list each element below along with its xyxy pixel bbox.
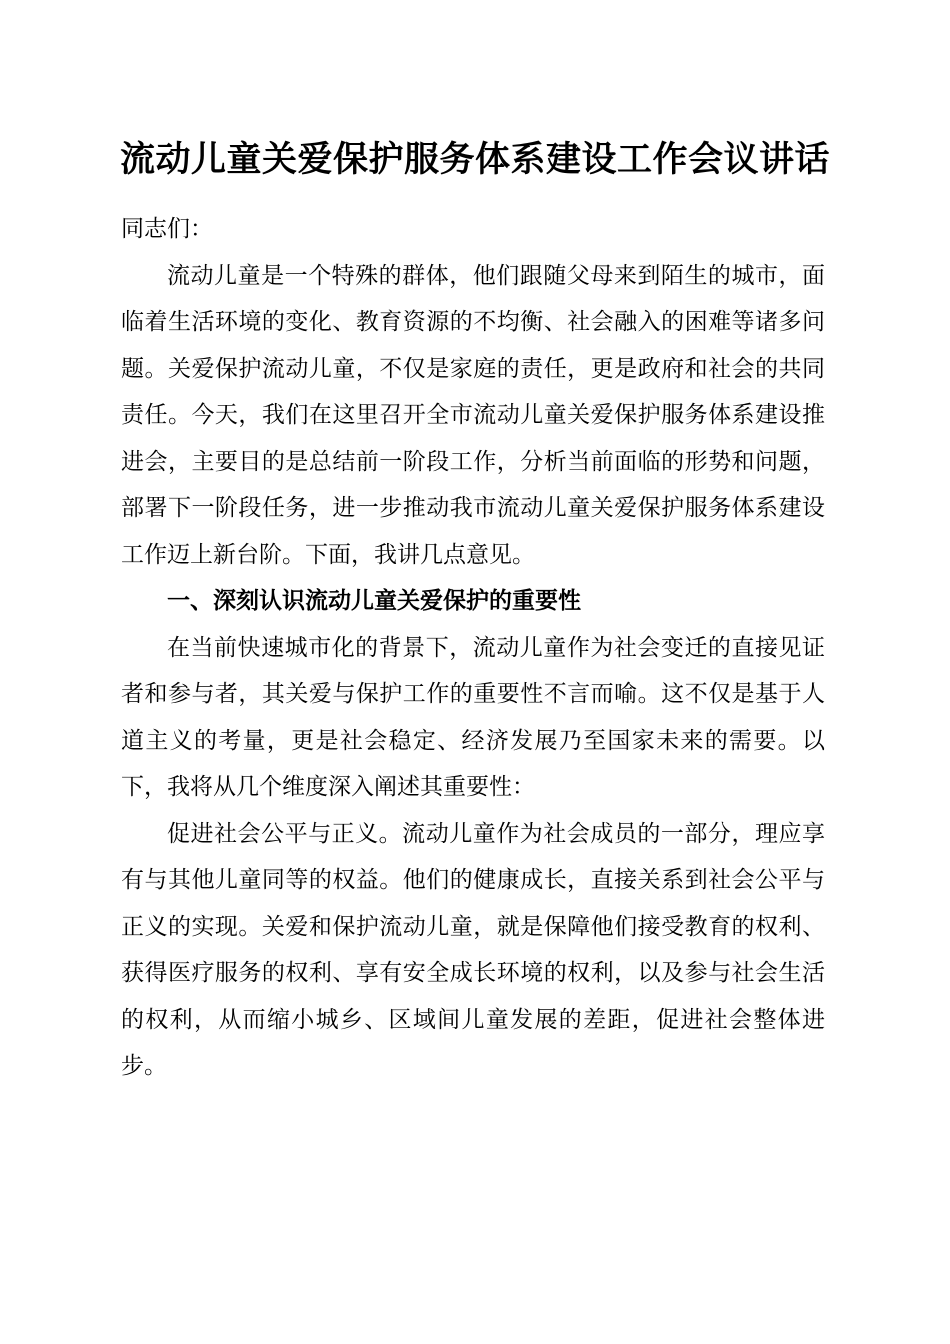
paragraph-intro: 流动儿童是一个特殊的群体，他们跟随父母来到陌生的城市，面临着生活环境的变化、教育资源的不均衡、社会融入的困难等诸多问题。关爱保护流动儿童，不仅是家庭的责任，更是政府和社会的共同责任。今天，我们在这里召开全市流动儿童关爱保护服务体系建设推进会，主要目的是总结前一阶段工作，分析当前面临的形势和问题，部署下一阶段任务，进一步推动我市流动儿童关爱保护服务体系建设工作迈上新台阶。下面，我讲几点意见。: [121, 262, 825, 568]
document-body: [121, 206, 825, 1090]
section-heading-1: 一、深刻认识流动儿童关爱保护的重要性: [167, 588, 581, 614]
document-title: 流动儿童关爱保护服务体系建设工作会议讲话: [119, 139, 830, 180]
salutation: 同志们：: [121, 216, 213, 242]
paragraph-fairness: 促进社会公平与正义。流动儿童作为社会成员的一部分，理应享有与其他儿童同等的权益。他们的健康成长，直接关系到社会公平与正义的实现。关爱和保护流动儿童，就是保障他们接受教育的权利、获得医疗服务的权利、享有安全成长环境的权利，以及参与社会生活的权利，从而缩小城乡、区域间儿童发展的差距，促进社会整体进步。: [121, 820, 825, 1079]
paragraph-background: 在当前快速城市化的背景下，流动儿童作为社会变迁的直接见证者和参与者，其关爱与保护工作的重要性不言而喻。这不仅是基于人道主义的考量，更是社会稳定、经济发展乃至国家未来的需要。以下，我将从几个维度深入阐述其重要性：: [121, 634, 825, 800]
